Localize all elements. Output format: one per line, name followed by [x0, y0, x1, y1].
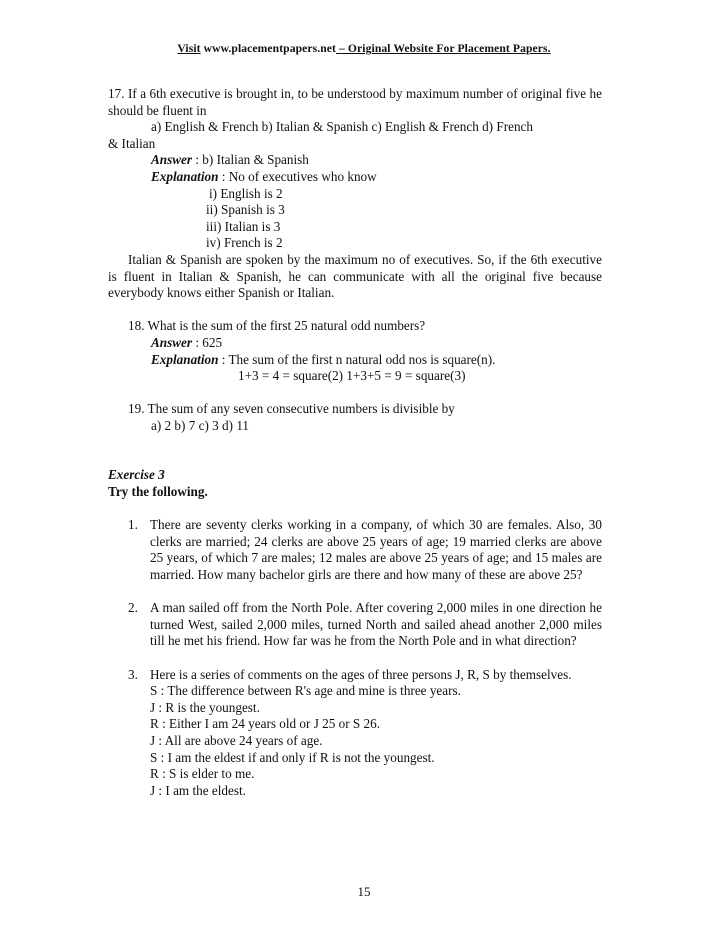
- exercise-subtitle: Try the following.: [108, 484, 208, 500]
- q17-explanation-text: : No of executives who know: [218, 168, 377, 184]
- q17-question: 17. If a 6th executive is brought in, to be understood by maximum number of original five he should be fluent in: [108, 86, 602, 118]
- item-text: There are seventy clerks working in a company, of which 30 are females. Also, 30 clerks are married; 24 clerks are above 25 years of age; 19 married clerks are above 25 years, of which 7 are males; 12 males are above 25 years of age; and 15 males are married. How many bachelor girls are there and how many of these are above 25?: [150, 517, 602, 583]
- item-text: Here is a series of comments on the ages of three persons J, R, S by themselves.: [150, 666, 572, 682]
- answer-label: Answer: [151, 152, 193, 168]
- q18-formula: 1+3 = 4 = square(2) 1+3+5 = 9 = square(3): [238, 368, 466, 384]
- q17-count-french: iv) French is 2: [206, 235, 283, 251]
- q17-conclusion: Italian & Spanish are spoken by the maximum no of executives. So, if the 6th executive is fluent in Italian & Spanish, he can communicate with all the original five because everybody knows either Spanish or Italian.: [108, 251, 602, 301]
- q18-answer: [108, 335, 602, 352]
- page-number: 15: [357, 884, 371, 899]
- page-content: [108, 86, 602, 799]
- comment-line: J : R is the youngest.: [150, 699, 260, 715]
- item-number: 2.: [128, 600, 138, 616]
- comment-line: S : I am the eldest if and only if R is not the youngest.: [150, 749, 435, 765]
- header-tagline: – Original Website For Placement Papers.: [336, 42, 551, 55]
- q18-explanation: [108, 352, 602, 369]
- exercise-item-3: [108, 667, 602, 684]
- q17-options: a) English & French b) Italian & Spanish c) English & French d) French: [151, 119, 533, 135]
- comment-line: R : S is elder to me.: [150, 766, 255, 782]
- q19-question: 19. The sum of any seven consecutive numbers is divisible by: [128, 401, 455, 417]
- q17-count-italian: iii) Italian is 3: [206, 218, 281, 234]
- exercise-item-2: [108, 600, 602, 650]
- item-number: 1.: [128, 517, 138, 533]
- item-number: 3.: [128, 666, 138, 682]
- explanation-label: Explanation: [151, 168, 219, 184]
- q17-count-english: i) English is 2: [209, 185, 283, 201]
- comment-line: J : I am the eldest.: [150, 782, 246, 798]
- explanation-label: Explanation: [151, 351, 219, 367]
- q17-answer: [108, 152, 602, 169]
- header-visit: Visit: [177, 42, 201, 55]
- q18-explanation-text: : The sum of the first n natural odd nos is square(n).: [218, 351, 496, 367]
- exercise-title: Exercise 3: [108, 467, 165, 483]
- q17-options-cont: & Italian: [108, 135, 156, 151]
- q19-options: a) 2 b) 7 c) 3 d) 11: [151, 417, 250, 433]
- page-header: [0, 42, 728, 56]
- q18-question: 18. What is the sum of the first 25 natural odd numbers?: [128, 318, 426, 334]
- exercise-item-1: [108, 517, 602, 583]
- q17-answer-text: : b) Italian & Spanish: [192, 152, 309, 168]
- comment-line: J : All are above 24 years of age.: [150, 732, 323, 748]
- q18-answer-text: : 625: [192, 334, 223, 350]
- item-text: A man sailed off from the North Pole. After covering 2,000 miles in one direction he turned West, sailed 2,000 miles, turned North and sailed ahead another 2,000 miles till he met his friend. How far was he from the North Pole and in what direction?: [150, 600, 602, 649]
- answer-label: Answer: [151, 334, 193, 350]
- header-site-link[interactable]: www.placementpapers.net: [200, 42, 337, 55]
- q17-explanation: [108, 169, 602, 186]
- q17-count-spanish: ii) Spanish is 3: [206, 202, 285, 218]
- comment-line: S : The difference between R's age and mine is three years.: [150, 683, 461, 699]
- comment-line: R : Either I am 24 years old or J 25 or S 26.: [150, 716, 381, 732]
